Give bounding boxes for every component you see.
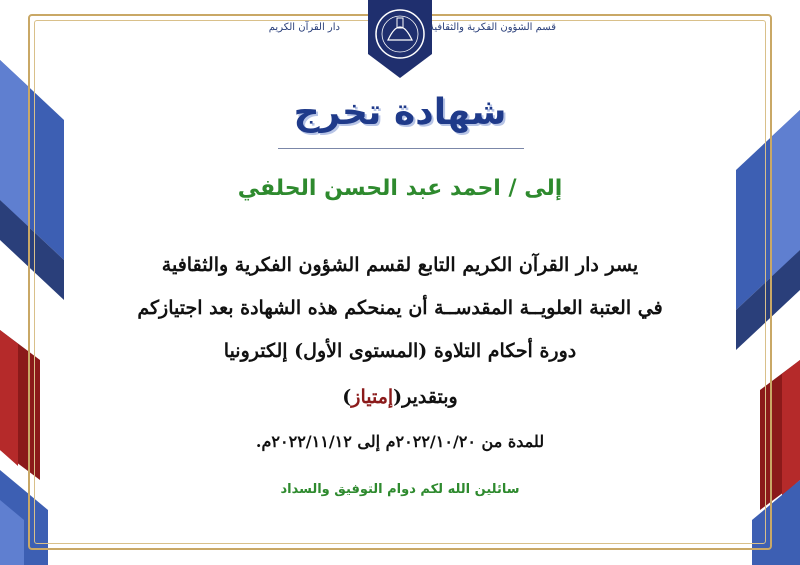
grade-suffix: ) (342, 386, 352, 408)
body-line-3: دورة أحكام التلاوة (المستوى الأول) إلكترونيا (223, 340, 577, 362)
grade-prefix: وبتقدير( (393, 386, 458, 408)
grade-value: إمتياز (351, 386, 394, 408)
grade-line (80, 386, 720, 408)
certificate-title: شهادة تخرج (293, 92, 507, 133)
body-line-1: يسر دار القرآن الكريم التابع لقسم الشؤون الفكرية والثقافية (161, 254, 639, 276)
department-name: قسم الشؤون الفكرية والثقافية (429, 22, 556, 33)
closing-blessing: سائلين الله لكم دوام التوفيق والسداد (280, 482, 520, 497)
shrine-emblem-icon (360, 0, 440, 78)
institute-name: دار القرآن الكريم (268, 22, 340, 33)
course-period: للمدة من ٢٠٢٢/١٠/٢٠م إلى ٢٠٢٢/١١/١٢م. (255, 432, 545, 451)
recipient-name: إلى / احمد عبد الحسن الحلفي (237, 176, 563, 201)
body-line-2: في العتبة العلويــة المقدســة أن يمنحكم هذه الشهادة بعد اجتيازكم (137, 297, 663, 319)
title-divider (278, 148, 524, 149)
